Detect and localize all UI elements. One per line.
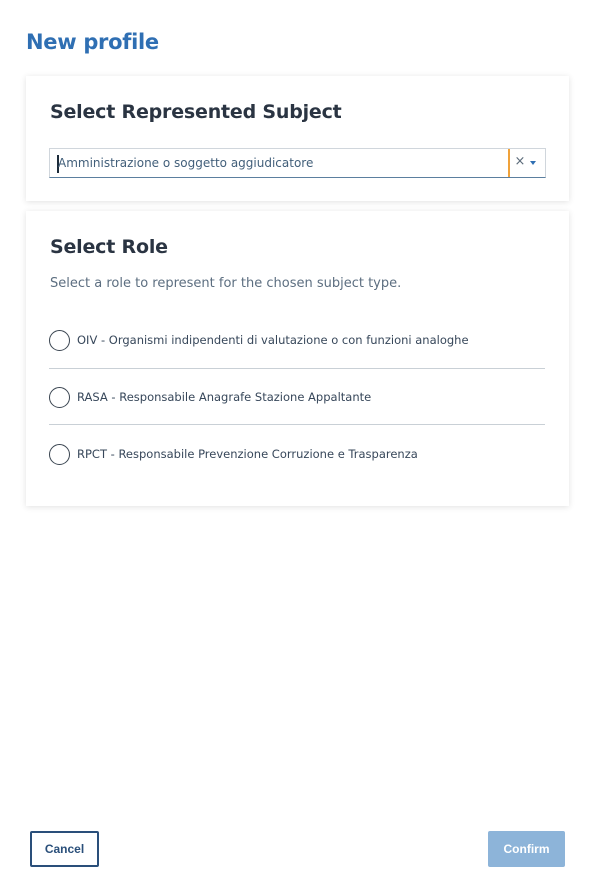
represented-subject-heading: Select Represented Subject (50, 101, 342, 123)
role-option-label: RASA - Responsabile Anagrafe Stazione Appaltante (77, 390, 372, 404)
radio-button[interactable] (49, 444, 70, 465)
select-separator (508, 149, 510, 177)
page-title: New profile (26, 30, 159, 54)
role-option-rpct[interactable] (49, 440, 545, 472)
role-option-label: RPCT - Responsabile Prevenzione Corruzione e Trasparenza (77, 447, 418, 461)
radio-button[interactable] (49, 330, 70, 351)
role-card (26, 211, 569, 506)
chevron-down-icon[interactable] (530, 161, 536, 165)
confirm-button[interactable]: Confirm (488, 831, 565, 867)
represented-subject-select[interactable] (49, 148, 546, 178)
divider (49, 424, 545, 425)
role-description: Select a role to represent for the chosen subject type. (50, 276, 402, 291)
role-heading: Select Role (50, 236, 168, 258)
radio-button[interactable] (49, 387, 70, 408)
cancel-button[interactable]: Cancel (30, 831, 99, 867)
represented-subject-value: Amministrazione o soggetto aggiudicatore (58, 156, 314, 170)
represented-subject-card (26, 76, 569, 201)
close-icon[interactable]: × (514, 154, 526, 169)
role-option-rasa[interactable] (49, 383, 545, 415)
role-option-oiv[interactable] (49, 326, 545, 358)
divider (49, 368, 545, 369)
role-option-label: OIV - Organismi indipendenti di valutazione o con funzioni analoghe (77, 333, 469, 347)
